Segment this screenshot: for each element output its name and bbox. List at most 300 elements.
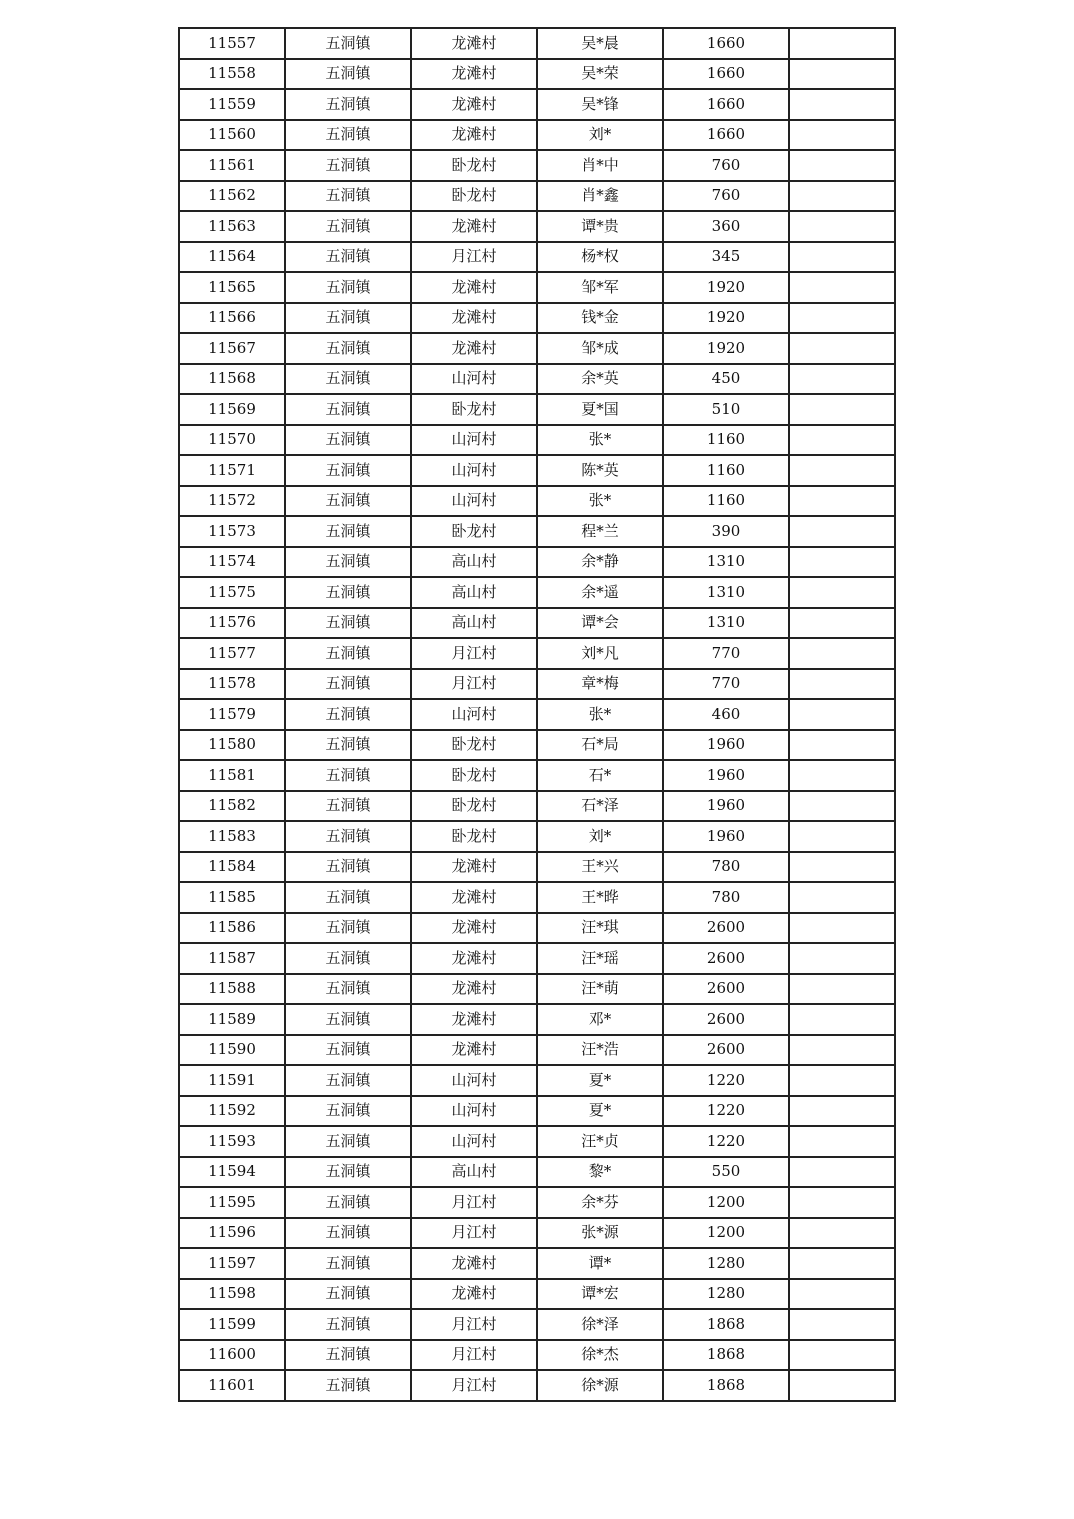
note-cell xyxy=(789,394,895,425)
town-cell: 五洞镇 xyxy=(285,333,411,364)
table-row xyxy=(179,211,895,242)
town-cell: 五洞镇 xyxy=(285,943,411,974)
village-cell: 龙滩村 xyxy=(411,852,537,883)
name-cell: 汪*琪 xyxy=(537,913,663,944)
note-cell xyxy=(789,882,895,913)
note-cell xyxy=(789,699,895,730)
table-row xyxy=(179,486,895,517)
village-cell: 卧龙村 xyxy=(411,730,537,761)
note-cell xyxy=(789,974,895,1005)
roster-table-body xyxy=(179,28,895,1401)
village-cell: 龙滩村 xyxy=(411,1248,537,1279)
table-row xyxy=(179,852,895,883)
note-cell xyxy=(789,608,895,639)
table-row xyxy=(179,1248,895,1279)
row-number-cell: 11591 xyxy=(179,1065,285,1096)
table-row xyxy=(179,577,895,608)
row-number-cell: 11558 xyxy=(179,59,285,90)
village-cell: 卧龙村 xyxy=(411,791,537,822)
name-cell: 杨*权 xyxy=(537,242,663,273)
row-number-cell: 11588 xyxy=(179,974,285,1005)
table-row xyxy=(179,943,895,974)
amount-cell: 770 xyxy=(663,669,789,700)
note-cell xyxy=(789,1126,895,1157)
name-cell: 肖*中 xyxy=(537,150,663,181)
row-number-cell: 11559 xyxy=(179,89,285,120)
amount-cell: 1310 xyxy=(663,577,789,608)
village-cell: 龙滩村 xyxy=(411,211,537,242)
name-cell: 黎* xyxy=(537,1157,663,1188)
note-cell xyxy=(789,943,895,974)
amount-cell: 2600 xyxy=(663,974,789,1005)
row-number-cell: 11586 xyxy=(179,913,285,944)
table-row xyxy=(179,791,895,822)
table-row xyxy=(179,333,895,364)
table-row xyxy=(179,882,895,913)
note-cell xyxy=(789,181,895,212)
table-row xyxy=(179,455,895,486)
town-cell: 五洞镇 xyxy=(285,364,411,395)
village-cell: 山河村 xyxy=(411,364,537,395)
town-cell: 五洞镇 xyxy=(285,577,411,608)
name-cell: 王*兴 xyxy=(537,852,663,883)
row-number-cell: 11569 xyxy=(179,394,285,425)
table-row xyxy=(179,1279,895,1310)
table-row xyxy=(179,730,895,761)
note-cell xyxy=(789,791,895,822)
row-number-cell: 11587 xyxy=(179,943,285,974)
table-row xyxy=(179,1340,895,1371)
name-cell: 汪*浩 xyxy=(537,1035,663,1066)
town-cell: 五洞镇 xyxy=(285,760,411,791)
village-cell: 龙滩村 xyxy=(411,974,537,1005)
row-number-cell: 11596 xyxy=(179,1218,285,1249)
note-cell xyxy=(789,1187,895,1218)
table-row xyxy=(179,547,895,578)
note-cell xyxy=(789,455,895,486)
table-row xyxy=(179,1126,895,1157)
amount-cell: 1920 xyxy=(663,272,789,303)
name-cell: 吴*荣 xyxy=(537,59,663,90)
town-cell: 五洞镇 xyxy=(285,913,411,944)
village-cell: 月江村 xyxy=(411,1187,537,1218)
village-cell: 月江村 xyxy=(411,1370,537,1401)
town-cell: 五洞镇 xyxy=(285,882,411,913)
note-cell xyxy=(789,425,895,456)
name-cell: 张* xyxy=(537,699,663,730)
name-cell: 石*局 xyxy=(537,730,663,761)
name-cell: 夏* xyxy=(537,1065,663,1096)
table-row xyxy=(179,1065,895,1096)
name-cell: 刘* xyxy=(537,821,663,852)
town-cell: 五洞镇 xyxy=(285,303,411,334)
town-cell: 五洞镇 xyxy=(285,150,411,181)
table-row xyxy=(179,1309,895,1340)
village-cell: 山河村 xyxy=(411,455,537,486)
table-row xyxy=(179,120,895,151)
row-number-cell: 11593 xyxy=(179,1126,285,1157)
amount-cell: 780 xyxy=(663,882,789,913)
amount-cell: 2600 xyxy=(663,913,789,944)
name-cell: 肖*鑫 xyxy=(537,181,663,212)
village-cell: 山河村 xyxy=(411,699,537,730)
village-cell: 月江村 xyxy=(411,1340,537,1371)
row-number-cell: 11583 xyxy=(179,821,285,852)
amount-cell: 2600 xyxy=(663,1035,789,1066)
amount-cell: 2600 xyxy=(663,1004,789,1035)
name-cell: 石* xyxy=(537,760,663,791)
note-cell xyxy=(789,59,895,90)
table-row xyxy=(179,59,895,90)
table-row xyxy=(179,364,895,395)
row-number-cell: 11582 xyxy=(179,791,285,822)
row-number-cell: 11579 xyxy=(179,699,285,730)
town-cell: 五洞镇 xyxy=(285,181,411,212)
town-cell: 五洞镇 xyxy=(285,1004,411,1035)
village-cell: 龙滩村 xyxy=(411,89,537,120)
row-number-cell: 11567 xyxy=(179,333,285,364)
name-cell: 徐*源 xyxy=(537,1370,663,1401)
row-number-cell: 11581 xyxy=(179,760,285,791)
name-cell: 余*芬 xyxy=(537,1187,663,1218)
note-cell xyxy=(789,1096,895,1127)
name-cell: 余*遥 xyxy=(537,577,663,608)
row-number-cell: 11590 xyxy=(179,1035,285,1066)
row-number-cell: 11561 xyxy=(179,150,285,181)
amount-cell: 1220 xyxy=(663,1126,789,1157)
town-cell: 五洞镇 xyxy=(285,272,411,303)
row-number-cell: 11601 xyxy=(179,1370,285,1401)
village-cell: 月江村 xyxy=(411,669,537,700)
amount-cell: 1220 xyxy=(663,1065,789,1096)
town-cell: 五洞镇 xyxy=(285,821,411,852)
row-number-cell: 11578 xyxy=(179,669,285,700)
table-row xyxy=(179,1004,895,1035)
town-cell: 五洞镇 xyxy=(285,669,411,700)
village-cell: 龙滩村 xyxy=(411,882,537,913)
village-cell: 高山村 xyxy=(411,608,537,639)
table-row xyxy=(179,669,895,700)
table-row xyxy=(179,1035,895,1066)
table-row xyxy=(179,821,895,852)
name-cell: 张*源 xyxy=(537,1218,663,1249)
table-row xyxy=(179,89,895,120)
name-cell: 汪*瑶 xyxy=(537,943,663,974)
row-number-cell: 11566 xyxy=(179,303,285,334)
note-cell xyxy=(789,516,895,547)
village-cell: 月江村 xyxy=(411,242,537,273)
amount-cell: 1920 xyxy=(663,303,789,334)
name-cell: 程*兰 xyxy=(537,516,663,547)
name-cell: 张* xyxy=(537,486,663,517)
amount-cell: 345 xyxy=(663,242,789,273)
name-cell: 陈*英 xyxy=(537,455,663,486)
amount-cell: 510 xyxy=(663,394,789,425)
town-cell: 五洞镇 xyxy=(285,425,411,456)
note-cell xyxy=(789,669,895,700)
note-cell xyxy=(789,1309,895,1340)
note-cell xyxy=(789,303,895,334)
note-cell xyxy=(789,852,895,883)
note-cell xyxy=(789,242,895,273)
village-cell: 高山村 xyxy=(411,547,537,578)
amount-cell: 1310 xyxy=(663,608,789,639)
town-cell: 五洞镇 xyxy=(285,730,411,761)
table-row xyxy=(179,272,895,303)
note-cell xyxy=(789,1065,895,1096)
table-row xyxy=(179,1096,895,1127)
table-row xyxy=(179,1370,895,1401)
town-cell: 五洞镇 xyxy=(285,1035,411,1066)
village-cell: 龙滩村 xyxy=(411,1004,537,1035)
roster-sheet xyxy=(178,27,896,1402)
name-cell: 徐*杰 xyxy=(537,1340,663,1371)
name-cell: 汪*贞 xyxy=(537,1126,663,1157)
row-number-cell: 11595 xyxy=(179,1187,285,1218)
name-cell: 石*泽 xyxy=(537,791,663,822)
table-row xyxy=(179,638,895,669)
village-cell: 龙滩村 xyxy=(411,333,537,364)
table-row xyxy=(179,181,895,212)
town-cell: 五洞镇 xyxy=(285,455,411,486)
amount-cell: 1160 xyxy=(663,425,789,456)
note-cell xyxy=(789,638,895,669)
amount-cell: 450 xyxy=(663,364,789,395)
village-cell: 龙滩村 xyxy=(411,59,537,90)
name-cell: 刘*凡 xyxy=(537,638,663,669)
town-cell: 五洞镇 xyxy=(285,699,411,730)
town-cell: 五洞镇 xyxy=(285,791,411,822)
note-cell xyxy=(789,547,895,578)
table-row xyxy=(179,1187,895,1218)
row-number-cell: 11577 xyxy=(179,638,285,669)
town-cell: 五洞镇 xyxy=(285,211,411,242)
town-cell: 五洞镇 xyxy=(285,28,411,59)
row-number-cell: 11565 xyxy=(179,272,285,303)
note-cell xyxy=(789,333,895,364)
town-cell: 五洞镇 xyxy=(285,1096,411,1127)
town-cell: 五洞镇 xyxy=(285,1340,411,1371)
row-number-cell: 11564 xyxy=(179,242,285,273)
amount-cell: 1960 xyxy=(663,791,789,822)
town-cell: 五洞镇 xyxy=(285,242,411,273)
note-cell xyxy=(789,730,895,761)
amount-cell: 1960 xyxy=(663,730,789,761)
town-cell: 五洞镇 xyxy=(285,1187,411,1218)
row-number-cell: 11592 xyxy=(179,1096,285,1127)
row-number-cell: 11557 xyxy=(179,28,285,59)
amount-cell: 460 xyxy=(663,699,789,730)
note-cell xyxy=(789,272,895,303)
row-number-cell: 11568 xyxy=(179,364,285,395)
town-cell: 五洞镇 xyxy=(285,89,411,120)
note-cell xyxy=(789,1279,895,1310)
town-cell: 五洞镇 xyxy=(285,1279,411,1310)
note-cell xyxy=(789,211,895,242)
note-cell xyxy=(789,120,895,151)
name-cell: 刘* xyxy=(537,120,663,151)
town-cell: 五洞镇 xyxy=(285,638,411,669)
table-row xyxy=(179,150,895,181)
note-cell xyxy=(789,577,895,608)
name-cell: 章*梅 xyxy=(537,669,663,700)
row-number-cell: 11584 xyxy=(179,852,285,883)
row-number-cell: 11594 xyxy=(179,1157,285,1188)
table-row xyxy=(179,974,895,1005)
row-number-cell: 11560 xyxy=(179,120,285,151)
amount-cell: 390 xyxy=(663,516,789,547)
table-row xyxy=(179,913,895,944)
amount-cell: 1960 xyxy=(663,821,789,852)
name-cell: 谭*会 xyxy=(537,608,663,639)
village-cell: 卧龙村 xyxy=(411,394,537,425)
village-cell: 龙滩村 xyxy=(411,1279,537,1310)
village-cell: 龙滩村 xyxy=(411,28,537,59)
village-cell: 龙滩村 xyxy=(411,272,537,303)
amount-cell: 760 xyxy=(663,181,789,212)
village-cell: 卧龙村 xyxy=(411,150,537,181)
note-cell xyxy=(789,821,895,852)
name-cell: 徐*泽 xyxy=(537,1309,663,1340)
town-cell: 五洞镇 xyxy=(285,1370,411,1401)
amount-cell: 550 xyxy=(663,1157,789,1188)
note-cell xyxy=(789,760,895,791)
amount-cell: 1200 xyxy=(663,1187,789,1218)
village-cell: 山河村 xyxy=(411,1065,537,1096)
row-number-cell: 11597 xyxy=(179,1248,285,1279)
row-number-cell: 11562 xyxy=(179,181,285,212)
name-cell: 夏* xyxy=(537,1096,663,1127)
village-cell: 高山村 xyxy=(411,577,537,608)
amount-cell: 760 xyxy=(663,150,789,181)
town-cell: 五洞镇 xyxy=(285,608,411,639)
row-number-cell: 11575 xyxy=(179,577,285,608)
row-number-cell: 11599 xyxy=(179,1309,285,1340)
name-cell: 张* xyxy=(537,425,663,456)
row-number-cell: 11580 xyxy=(179,730,285,761)
town-cell: 五洞镇 xyxy=(285,1218,411,1249)
village-cell: 卧龙村 xyxy=(411,821,537,852)
table-row xyxy=(179,608,895,639)
town-cell: 五洞镇 xyxy=(285,1157,411,1188)
village-cell: 山河村 xyxy=(411,1126,537,1157)
name-cell: 夏*国 xyxy=(537,394,663,425)
table-row xyxy=(179,1157,895,1188)
row-number-cell: 11572 xyxy=(179,486,285,517)
amount-cell: 1868 xyxy=(663,1340,789,1371)
row-number-cell: 11563 xyxy=(179,211,285,242)
town-cell: 五洞镇 xyxy=(285,1309,411,1340)
name-cell: 谭*宏 xyxy=(537,1279,663,1310)
village-cell: 龙滩村 xyxy=(411,303,537,334)
village-cell: 月江村 xyxy=(411,1309,537,1340)
amount-cell: 1310 xyxy=(663,547,789,578)
name-cell: 余*静 xyxy=(537,547,663,578)
amount-cell: 1280 xyxy=(663,1279,789,1310)
row-number-cell: 11585 xyxy=(179,882,285,913)
table-row xyxy=(179,303,895,334)
row-number-cell: 11573 xyxy=(179,516,285,547)
village-cell: 山河村 xyxy=(411,425,537,456)
note-cell xyxy=(789,1248,895,1279)
amount-cell: 770 xyxy=(663,638,789,669)
village-cell: 山河村 xyxy=(411,486,537,517)
row-number-cell: 11571 xyxy=(179,455,285,486)
amount-cell: 1160 xyxy=(663,486,789,517)
amount-cell: 1660 xyxy=(663,89,789,120)
row-number-cell: 11576 xyxy=(179,608,285,639)
village-cell: 卧龙村 xyxy=(411,760,537,791)
village-cell: 龙滩村 xyxy=(411,120,537,151)
name-cell: 谭*贵 xyxy=(537,211,663,242)
village-cell: 月江村 xyxy=(411,638,537,669)
village-cell: 山河村 xyxy=(411,1096,537,1127)
table-row xyxy=(179,28,895,59)
amount-cell: 780 xyxy=(663,852,789,883)
amount-cell: 360 xyxy=(663,211,789,242)
table-row xyxy=(179,394,895,425)
note-cell xyxy=(789,913,895,944)
town-cell: 五洞镇 xyxy=(285,120,411,151)
town-cell: 五洞镇 xyxy=(285,852,411,883)
amount-cell: 1660 xyxy=(663,120,789,151)
amount-cell: 1868 xyxy=(663,1370,789,1401)
name-cell: 邹*军 xyxy=(537,272,663,303)
note-cell xyxy=(789,150,895,181)
row-number-cell: 11574 xyxy=(179,547,285,578)
village-cell: 龙滩村 xyxy=(411,943,537,974)
row-number-cell: 11589 xyxy=(179,1004,285,1035)
amount-cell: 1280 xyxy=(663,1248,789,1279)
amount-cell: 1220 xyxy=(663,1096,789,1127)
amount-cell: 1160 xyxy=(663,455,789,486)
roster-table xyxy=(178,27,896,1402)
amount-cell: 1920 xyxy=(663,333,789,364)
row-number-cell: 11598 xyxy=(179,1279,285,1310)
village-cell: 卧龙村 xyxy=(411,181,537,212)
note-cell xyxy=(789,1340,895,1371)
name-cell: 吴*锋 xyxy=(537,89,663,120)
name-cell: 王*晔 xyxy=(537,882,663,913)
table-row xyxy=(179,425,895,456)
town-cell: 五洞镇 xyxy=(285,1248,411,1279)
amount-cell: 1960 xyxy=(663,760,789,791)
village-cell: 龙滩村 xyxy=(411,913,537,944)
town-cell: 五洞镇 xyxy=(285,1126,411,1157)
amount-cell: 1200 xyxy=(663,1218,789,1249)
amount-cell: 1868 xyxy=(663,1309,789,1340)
note-cell xyxy=(789,89,895,120)
amount-cell: 1660 xyxy=(663,59,789,90)
note-cell xyxy=(789,364,895,395)
town-cell: 五洞镇 xyxy=(285,59,411,90)
note-cell xyxy=(789,1035,895,1066)
town-cell: 五洞镇 xyxy=(285,516,411,547)
note-cell xyxy=(789,1218,895,1249)
name-cell: 吴*晨 xyxy=(537,28,663,59)
table-row xyxy=(179,242,895,273)
table-row xyxy=(179,516,895,547)
row-number-cell: 11570 xyxy=(179,425,285,456)
village-cell: 月江村 xyxy=(411,1218,537,1249)
note-cell xyxy=(789,1370,895,1401)
village-cell: 高山村 xyxy=(411,1157,537,1188)
note-cell xyxy=(789,486,895,517)
row-number-cell: 11600 xyxy=(179,1340,285,1371)
note-cell xyxy=(789,1004,895,1035)
town-cell: 五洞镇 xyxy=(285,486,411,517)
name-cell: 邓* xyxy=(537,1004,663,1035)
